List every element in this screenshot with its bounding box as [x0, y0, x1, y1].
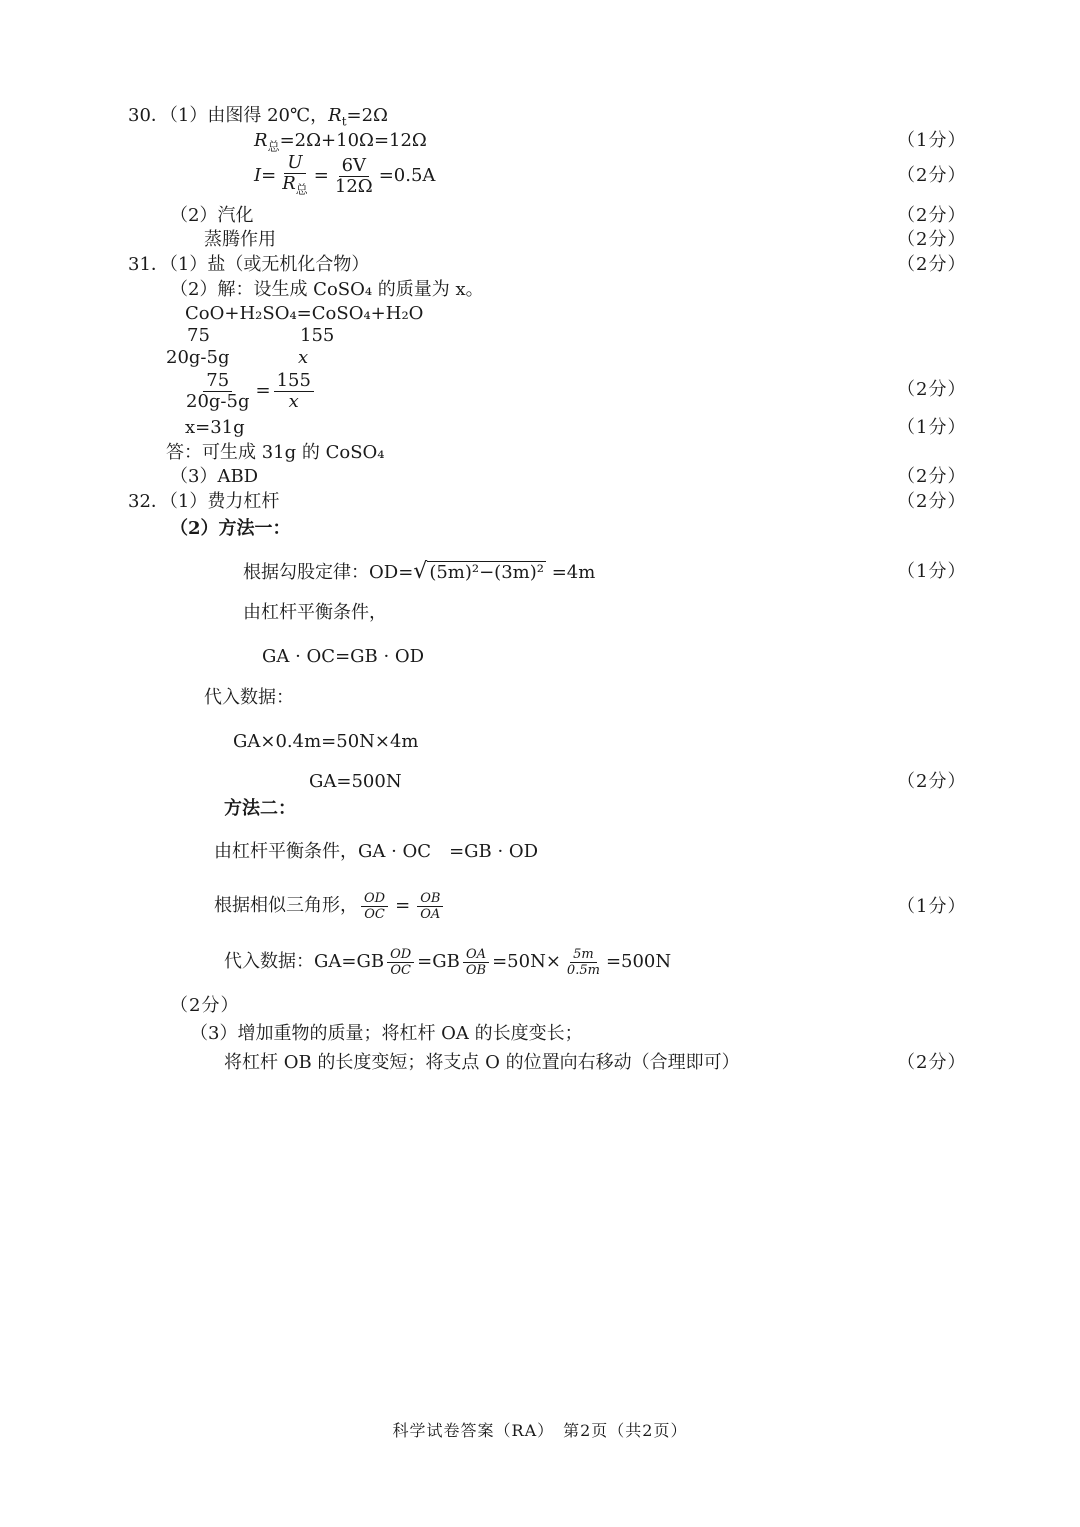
- q31-mass3: 20g-5g: [166, 347, 230, 368]
- fraction-denominator: OB: [465, 962, 487, 978]
- q31-answer: 答：可生成 31g 的 CoSO₄: [166, 442, 385, 463]
- score: （2分）: [897, 491, 967, 512]
- q30-part2: （2）汽化: [170, 205, 254, 226]
- score: （2分）: [897, 254, 967, 275]
- substitute-middle-2: =50N×: [492, 951, 561, 972]
- score: （1分）: [897, 561, 967, 582]
- ob-over-oa-fraction: [417, 891, 443, 922]
- fraction-numerator: 5m: [570, 947, 597, 963]
- score: （2分）: [897, 205, 967, 226]
- pythagoras-label: 根据勾股定律：OD=: [243, 562, 414, 583]
- proportion-right-fraction: [274, 371, 314, 412]
- q32-method2-lever: 由杠杆平衡条件，GA · OC =GB · OD: [214, 841, 539, 862]
- r-value: =2Ω: [346, 105, 388, 126]
- equals-sign: =: [255, 380, 271, 401]
- r-total-value: =2Ω+10Ω=12Ω: [279, 130, 427, 151]
- q31-part2: （2）解：设生成 CoSO₄ 的质量为 x。: [170, 279, 484, 300]
- score: （2分）: [897, 466, 967, 487]
- q32-pythagoras: [243, 561, 595, 584]
- fraction-denominator: 20g-5g: [186, 390, 250, 412]
- q32-method1-heading: （2）方法一：: [170, 518, 291, 539]
- q32-balance-equation: GA · OC=GB · OD: [262, 646, 425, 667]
- fraction-denominator: 0.5m: [566, 962, 600, 978]
- pythagoras-result: =4m: [551, 562, 596, 583]
- score: （2分）: [897, 165, 967, 186]
- q31-part1: 31．（1）盐（或无机化合物）: [128, 254, 370, 275]
- fraction-numerator: OD: [387, 947, 414, 963]
- length-ratio-fraction: [564, 947, 603, 978]
- q32-method2-substitute: [224, 940, 671, 984]
- od-over-oc-fraction: [387, 947, 414, 978]
- fraction-denominator: x: [288, 390, 299, 412]
- q32-substitute-label: 代入数据：: [204, 687, 294, 708]
- r-total-subscript: 总: [267, 139, 280, 154]
- equals-sign: =: [395, 895, 411, 916]
- sqrt-content: (5m)²−(3m)²: [429, 562, 544, 583]
- sqrt-icon: √: [413, 559, 428, 584]
- fraction-numerator: OB: [417, 891, 443, 907]
- score: （1分）: [897, 130, 967, 151]
- u-over-r-fraction: [279, 153, 311, 200]
- score: （2分）: [897, 771, 967, 792]
- q31-mass4: x: [298, 347, 309, 368]
- i-symbol: I=: [254, 165, 277, 186]
- q32-method2-score: （2分）: [170, 995, 240, 1016]
- substitute-result: =500N: [605, 951, 672, 972]
- similar-triangles-label: 根据相似三角形，: [214, 895, 358, 916]
- fraction-denominator: OC: [364, 906, 385, 922]
- score: （2分）: [897, 229, 967, 250]
- fraction-numerator: U: [284, 153, 305, 174]
- equals-sign: =: [313, 165, 329, 186]
- page-footer: 科学试卷答案（RA） 第2页（共2页）: [392, 1421, 688, 1440]
- substitute-prefix: 代入数据：GA=GB: [224, 951, 385, 972]
- fraction-numerator: OA: [463, 947, 489, 963]
- q32-part3b: 将杠杆 OB 的长度变短；将支点 O 的位置向右移动（合理即可）: [224, 1052, 740, 1073]
- r-total-subscript: 总: [295, 182, 308, 197]
- q32-lever-condition: 由杠杆平衡条件，: [243, 602, 387, 623]
- q32-method2-heading: 方法二：: [224, 798, 296, 819]
- score: （2分）: [897, 1052, 967, 1073]
- q31-mass1: 75: [187, 325, 210, 346]
- score: （1分）: [897, 417, 967, 438]
- voltage-over-resistance-fraction: [332, 156, 376, 197]
- fraction-denominator: 12Ω: [334, 175, 373, 197]
- q30-current: [254, 153, 435, 199]
- fraction-denominator: [279, 174, 311, 200]
- r-total-symbol: R: [282, 172, 296, 194]
- r-symbol: R: [328, 105, 342, 126]
- score: （1分）: [897, 896, 967, 917]
- q31-proportion: [180, 368, 317, 414]
- q32-part3a: （3）增加重物的质量；将杠杆 OA 的长度变长；: [190, 1023, 583, 1044]
- fraction-numerator: 155: [274, 371, 314, 392]
- score: （2分）: [897, 379, 967, 400]
- fraction-numerator: OD: [361, 891, 388, 907]
- r-total-symbol: R: [254, 130, 268, 151]
- q31-part3: （3）ABD: [170, 466, 259, 487]
- r-subscript: t: [341, 114, 347, 129]
- oa-over-ob-fraction: [463, 947, 489, 978]
- q32-ga-result: GA=500N: [309, 771, 402, 792]
- fraction-numerator: 75: [203, 371, 232, 392]
- q32-similar-triangles: [214, 884, 446, 928]
- substitute-middle: =GB: [417, 951, 460, 972]
- fraction-numerator: 6V: [339, 156, 369, 177]
- q32-calculation: GA×0.4m=50N×4m: [233, 731, 419, 752]
- q31-equation: CoO+H₂SO₄=CoSO₄+H₂O: [185, 303, 424, 324]
- q31-result: x=31g: [185, 417, 245, 438]
- q30-part1: [128, 105, 388, 133]
- q31-mass2: 155: [300, 325, 335, 346]
- q32-part1: 32．（1）费力杠杆: [128, 491, 280, 512]
- od-over-oc-fraction: [361, 891, 388, 922]
- current-result: =0.5A: [378, 165, 436, 186]
- q30-part2b: 蒸腾作用: [204, 229, 276, 250]
- q30-part1-text: 30．（1）由图得 20℃，: [128, 105, 329, 126]
- fraction-denominator: OA: [420, 906, 441, 922]
- proportion-left-fraction: [183, 371, 252, 412]
- fraction-denominator: OC: [390, 962, 411, 978]
